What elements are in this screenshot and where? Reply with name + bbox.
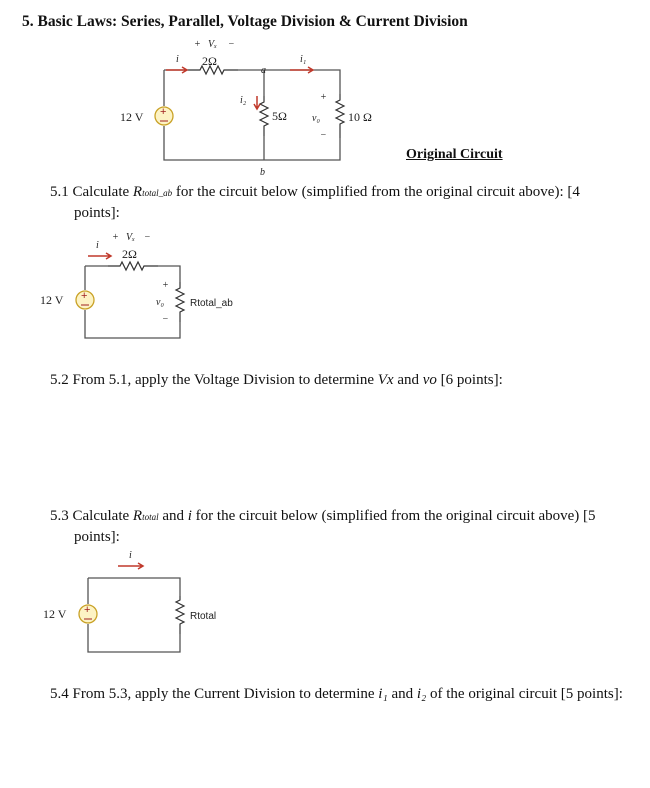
vx-minus: − bbox=[144, 232, 151, 243]
original-circuit bbox=[120, 39, 372, 178]
question-5-3 bbox=[50, 506, 610, 547]
source-sign: + bbox=[84, 604, 91, 616]
wire bbox=[164, 126, 340, 160]
vo-minus: − bbox=[320, 130, 327, 141]
question-5-4 bbox=[50, 684, 625, 704]
source-sign: + bbox=[160, 106, 167, 118]
source-sign: + bbox=[81, 290, 88, 302]
current-i-arrow-icon bbox=[88, 253, 111, 259]
source-label: 12 V bbox=[43, 607, 67, 621]
source-label: 12 V bbox=[120, 110, 144, 124]
q53-var2: i bbox=[187, 508, 192, 524]
vx-label: Vₓ bbox=[208, 39, 217, 50]
q52-var2: vo bbox=[422, 372, 437, 388]
q53-mid: and bbox=[158, 508, 188, 524]
r-series-label: 2Ω bbox=[122, 247, 137, 261]
current-i-arrow-icon bbox=[118, 563, 143, 569]
question-5-1 bbox=[50, 182, 610, 223]
current-i2-arrow-icon bbox=[254, 96, 260, 109]
current-i1-arrow-icon bbox=[290, 67, 313, 73]
q53-var-sub: total bbox=[142, 512, 159, 522]
source-label: 12 V bbox=[40, 293, 64, 307]
q53-suffix: for the circuit below (simplified from the original circuit above) [5 points]: bbox=[74, 508, 596, 545]
r-mid-label: 5Ω bbox=[272, 109, 287, 123]
vo-minus: − bbox=[162, 314, 169, 325]
q53-prefix: 5.3 Calculate bbox=[50, 508, 133, 524]
wire bbox=[88, 578, 180, 596]
q52-mid: and bbox=[393, 372, 423, 388]
resistor-10ohm bbox=[336, 94, 344, 138]
original-circuit-caption: Original Circuit bbox=[406, 147, 503, 162]
rtotal-label: Rtotal bbox=[190, 611, 217, 622]
q54-mid: and bbox=[387, 686, 417, 702]
q53-var: R bbox=[132, 508, 143, 524]
current-i-label: i bbox=[176, 54, 179, 65]
q51-var: R bbox=[132, 184, 143, 200]
node-a-label: a bbox=[261, 65, 266, 76]
current-i2-label: i₂ bbox=[240, 95, 247, 106]
current-i-label: i bbox=[129, 550, 132, 561]
rtotal-ab-label: Rtotal_ab bbox=[190, 298, 233, 309]
q51-var-sub: total_ab bbox=[142, 188, 173, 198]
q54-var2: i₂ bbox=[416, 686, 427, 702]
resistor-rtotal-ab bbox=[176, 282, 184, 322]
vx-label: Vₓ bbox=[126, 232, 135, 243]
q51-prefix: 5.1 Calculate bbox=[50, 184, 133, 200]
vx-plus: + bbox=[194, 39, 201, 50]
circuit-5-3 bbox=[43, 550, 216, 652]
vo-label: v₀ bbox=[312, 113, 320, 124]
vx-minus: − bbox=[228, 39, 235, 50]
q54-prefix: 5.4 From 5.3, apply the Current Division to determine bbox=[50, 686, 379, 702]
vo-plus: + bbox=[162, 280, 169, 291]
current-i1-label: i₁ bbox=[300, 54, 307, 65]
wire bbox=[238, 70, 340, 94]
question-5-2 bbox=[50, 370, 503, 390]
node-b-label: b bbox=[260, 167, 265, 178]
vo-label: v₀ bbox=[156, 297, 164, 308]
q54-var1: i₁ bbox=[378, 686, 388, 702]
r-right-label: 10 Ω bbox=[348, 110, 372, 124]
q51-suffix: for the circuit below (simplified from the original circuit above): [4 points]: bbox=[74, 184, 580, 221]
resistor-2ohm bbox=[108, 262, 158, 270]
circuit-5-1 bbox=[40, 232, 233, 338]
current-i-label: i bbox=[96, 240, 99, 251]
r-series-label: 2Ω bbox=[202, 54, 217, 68]
q52-var1: Vx bbox=[377, 372, 394, 388]
vo-plus: + bbox=[320, 92, 327, 103]
q52-prefix: 5.2 From 5.1, apply the Voltage Division to determine bbox=[50, 372, 378, 388]
page-heading: 5. Basic Laws: Series, Parallel, Voltage Division & Current Division bbox=[22, 13, 468, 30]
q52-suffix: [6 points]: bbox=[436, 372, 503, 388]
resistor-rtotal bbox=[176, 596, 184, 634]
current-i-arrow-icon bbox=[166, 67, 187, 73]
resistor-5ohm bbox=[260, 96, 268, 136]
vx-plus: + bbox=[112, 232, 119, 243]
q54-suffix: of the original circuit [5 points]: bbox=[426, 686, 623, 702]
wire bbox=[88, 624, 180, 652]
